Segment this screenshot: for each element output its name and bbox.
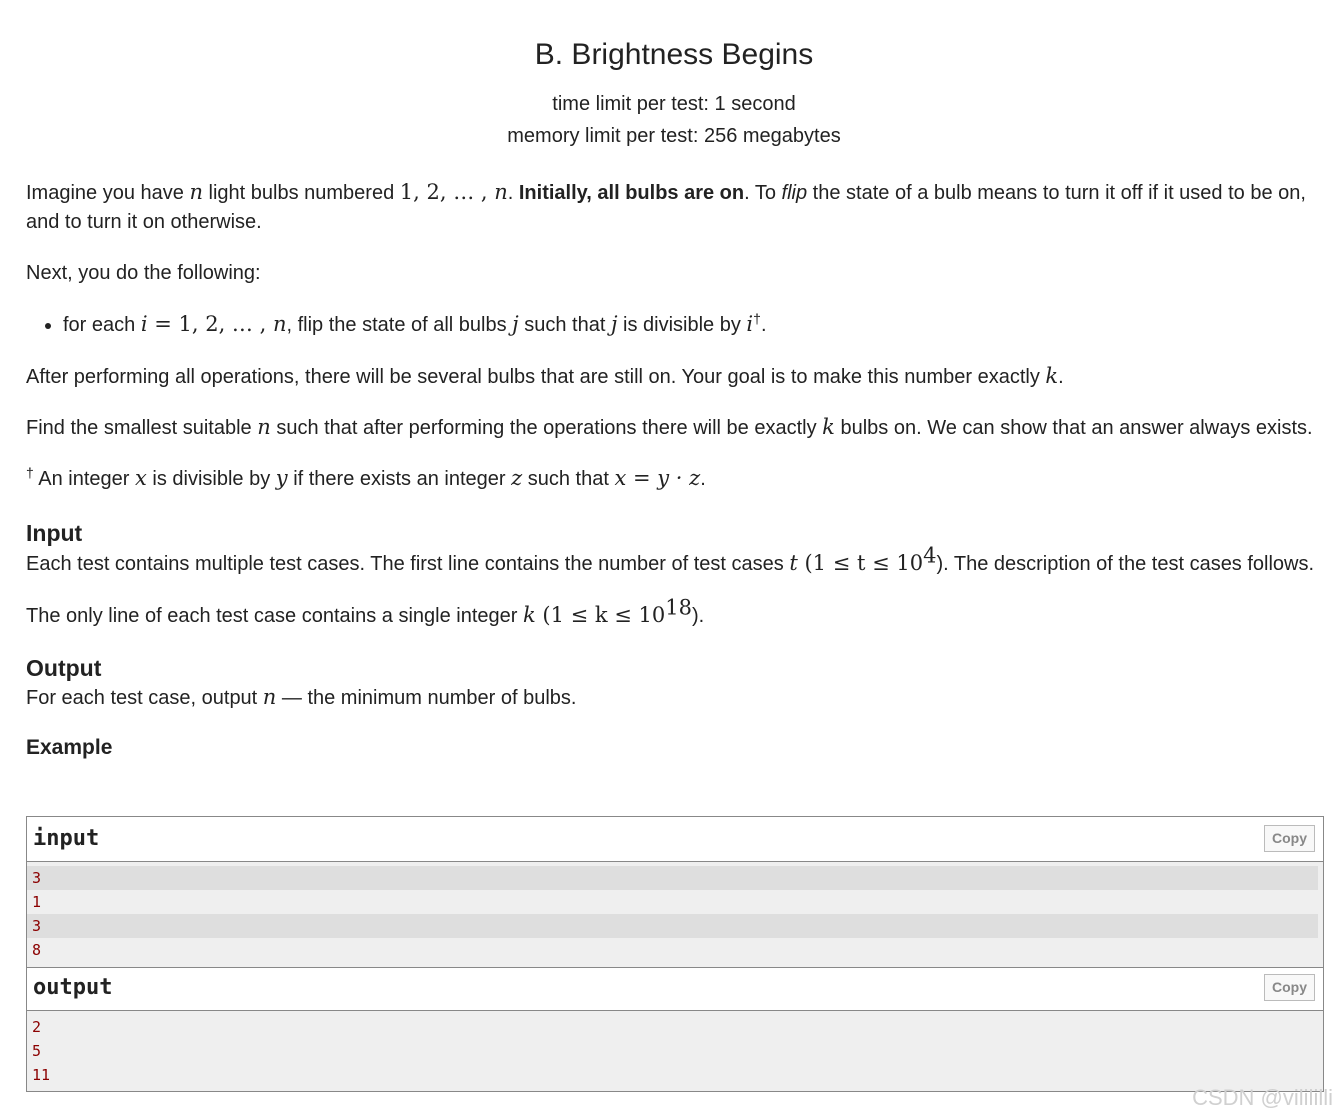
problem-page — [26, 0, 1322, 1084]
output-line: 5 — [32, 1042, 42, 1060]
output-paragraph: For each test case, output n — the minimum number of bulbs. — [26, 685, 577, 709]
copy-input-button[interactable]: Copy — [1264, 825, 1315, 852]
input-line: 8 — [32, 941, 42, 959]
sample-output-box — [26, 966, 1324, 1092]
sample-output-body[interactable] — [27, 1011, 1323, 1091]
csdn-watermark: CSDN @vilililli — [1192, 1085, 1333, 1110]
operation-list — [26, 310, 1322, 340]
input-line: 3 — [27, 866, 1318, 890]
memory-limit: memory limit per test: 256 megabytes — [507, 125, 841, 147]
problem-title: B. Brightness Begins — [534, 38, 814, 71]
sample-input-body[interactable] — [27, 862, 1323, 967]
input-heading: Input — [26, 520, 83, 546]
sample-output-header — [27, 966, 1323, 1011]
footnote: † An integer x is divisible by y if there exists an integer z such that x = y · z. — [26, 464, 706, 490]
output-line: 2 — [32, 1018, 42, 1036]
sample-input-title: input — [33, 826, 100, 851]
input-line: 3 — [27, 914, 1318, 938]
statement-paragraph-2: Next, you do the following: — [26, 262, 261, 284]
output-line: 11 — [32, 1066, 51, 1084]
sample-output-title: output — [33, 975, 113, 1000]
statement-paragraph-1: Imagine you have n light bulbs numbered 1, 2, … , n. Initially, all bulbs are on. To flip the state of a bulb means to turn it off if it used to be on, and to turn it on otherwise. — [26, 180, 1306, 233]
input-paragraph-2: The only line of each test case contains a single integer k $(1 \le k \le 10^{18})$. — [26, 595, 705, 627]
example-heading: Example — [26, 736, 113, 759]
statement-paragraph-4: Find the smallest suitable n such that after performing the operations there will be exactly k bulbs on. We can show that an answer always exists. — [26, 415, 1313, 439]
sample-input-header — [27, 817, 1323, 862]
time-limit: time limit per test: 1 second — [552, 93, 796, 115]
copy-output-button[interactable]: Copy — [1264, 974, 1315, 1001]
input-line: 1 — [32, 893, 42, 911]
list-item: • for each i = 1, 2, … , n, flip the state of all bulbs j such that j is divisible by i†. — [63, 310, 1322, 340]
sample-input-box — [26, 816, 1324, 968]
input-paragraph-1: Each test contains multiple test cases. The first line contains the number of test cases t $(1 \le t \le 10^4)$. The description of the test cases follows. — [26, 543, 1315, 575]
output-heading: Output — [26, 655, 102, 681]
statement-paragraph-3: After performing all operations, there will be several bulbs that are still on. Your goal is to make this number exactly k. — [26, 364, 1064, 388]
